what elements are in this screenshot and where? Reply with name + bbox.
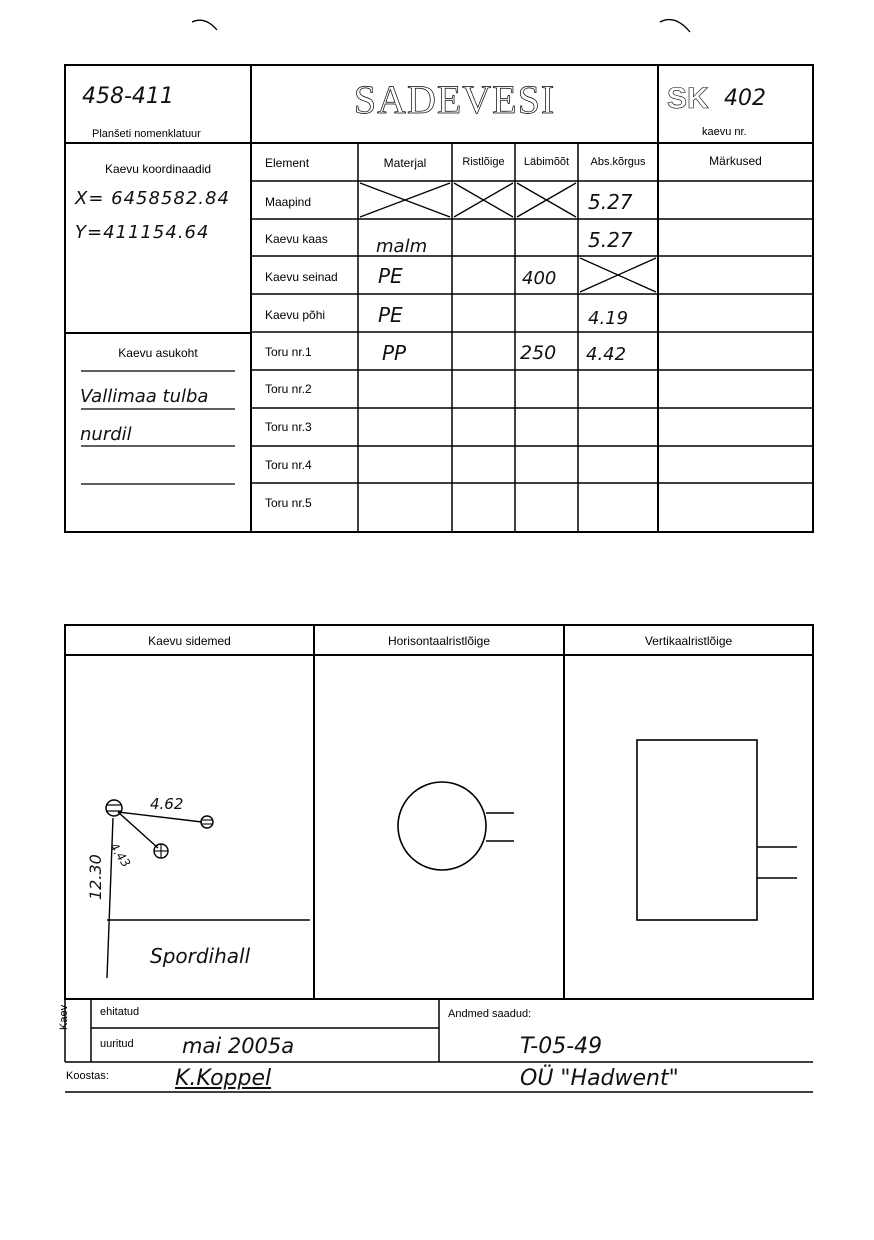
table-row-element: Maapind (265, 195, 312, 209)
cell-material: PE (378, 303, 403, 327)
header-horizontal-section: Horisontaalristlõige (387, 634, 491, 648)
well-symbol (106, 800, 122, 816)
col-header-height: Abs.kõrgus (590, 156, 646, 168)
kaev-label: Kaev (58, 1004, 70, 1030)
data-received-label: Andmed saadud: (448, 1008, 532, 1020)
compiled-by: K.Koppel (175, 1066, 272, 1091)
company-name: OÜ "Hadwent" (520, 1066, 679, 1091)
cell-height: 4.42 (586, 344, 627, 365)
cell-diameter: 400 (522, 268, 557, 289)
coordinates-label: Kaevu koordinaadid (104, 162, 212, 176)
distance-label: 12.30 (86, 854, 105, 900)
location-line-1: Vallimaa tulba (80, 386, 209, 407)
well-prefix: SK (667, 82, 709, 115)
table-row-element: Kaevu seinad (265, 270, 338, 284)
col-header-notes: Märkused (709, 154, 762, 168)
nomenclature-label: Planšeti nomenklatuur (92, 128, 201, 140)
manhole-section (637, 740, 757, 920)
scan-mark (192, 20, 217, 30)
cell-material: malm (376, 236, 428, 257)
table-row-element: Toru nr.5 (265, 496, 312, 510)
header-connections: Kaevu sidemed (148, 634, 231, 648)
location-label: Kaevu asukoht (118, 346, 198, 360)
well-number: 402 (724, 86, 766, 111)
col-header-element: Element (265, 156, 310, 170)
nomenclature-value: 458-411 (82, 84, 174, 109)
cell-height: 4.19 (588, 308, 629, 329)
distance-label: 4.62 (150, 795, 184, 813)
table-row-element: Kaevu põhi (265, 308, 326, 322)
coordinate-x: X= 6458582.84 (75, 188, 230, 209)
col-header-cross: Ristlõige (462, 156, 505, 168)
built-label: ehitatud (100, 1006, 140, 1018)
cell-diameter: 250 (520, 342, 557, 364)
surveyed-value: mai 2005a (182, 1034, 295, 1058)
page-title: SADEVESI (353, 77, 556, 122)
table-row-element: Toru nr.2 (265, 382, 312, 396)
building-label: Spordihall (150, 944, 251, 968)
cell-material: PE (378, 264, 403, 288)
surveyed-label: uuritud (100, 1038, 134, 1050)
table-row-element: Toru nr.4 (265, 458, 312, 472)
table-row-element: Toru nr.3 (265, 420, 312, 434)
compiled-label: Koostas: (66, 1070, 109, 1082)
col-header-material: Materjal (383, 156, 427, 170)
header-vertical-section: Vertikaalristlõige (644, 634, 733, 648)
data-received-value: T-05-49 (520, 1034, 603, 1059)
cell-height: 5.27 (588, 228, 633, 252)
location-line-2: nurdil (80, 424, 132, 445)
well-label: kaevu nr. (702, 126, 747, 138)
col-header-diameter: Läbimõõt (523, 156, 570, 168)
distance-label: 4.43 (106, 840, 134, 870)
cell-material: PP (382, 341, 407, 365)
manhole-circle (398, 782, 486, 870)
scan-mark (660, 20, 690, 32)
cell-height: 5.27 (588, 190, 633, 214)
coordinate-y: Y=411154.64 (75, 222, 210, 243)
table-row-element: Toru nr.1 (265, 345, 312, 359)
table-row-element: Kaevu kaas (265, 232, 328, 246)
